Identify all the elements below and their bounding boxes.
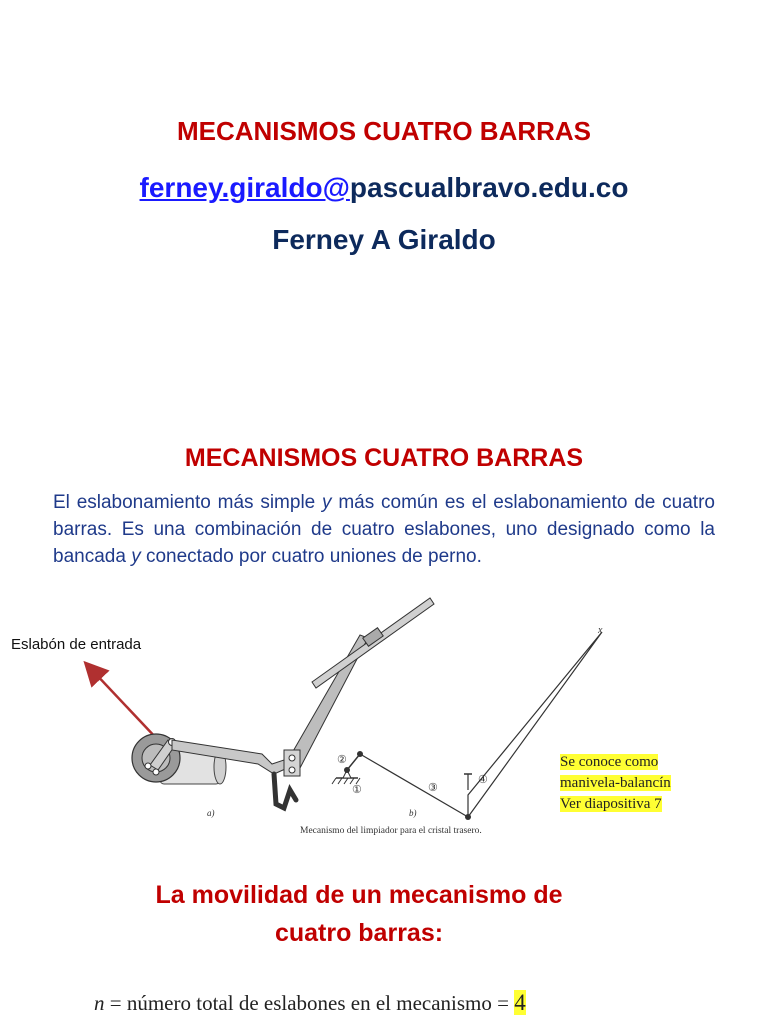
intro-paragraph bbox=[53, 489, 715, 570]
slide2-title: MECANISMOS CUATRO BARRAS bbox=[184, 444, 584, 472]
figure-caption: Mecanismo del limpiador para el cristal trasero. bbox=[300, 826, 482, 836]
figure-label-a: a) bbox=[207, 808, 215, 818]
author-name: Ferney A Giraldo bbox=[272, 224, 496, 255]
figure-label-b: b) bbox=[409, 808, 417, 818]
formula-variable: n bbox=[94, 991, 105, 1015]
paragraph-italic-y-1: y bbox=[322, 492, 332, 513]
node-4-label: ④ bbox=[478, 774, 488, 786]
paragraph-text-2: más común es el eslabonamiento de cuatro barras. Es una combinación de cuatro eslabones, uno designado como la bancada bbox=[53, 492, 715, 567]
mobility-title bbox=[0, 876, 718, 952]
author-email[interactable] bbox=[0, 172, 768, 204]
email-domain: pascualbravo.edu.co bbox=[349, 172, 629, 203]
formula-text: = número total de eslabones en el mecanismo = bbox=[104, 991, 515, 1015]
note-line-3: Ver diapositiva 7 bbox=[560, 796, 662, 812]
formula-value: 4 bbox=[514, 990, 526, 1015]
input-link-label: Eslabón de entrada bbox=[11, 636, 142, 653]
highlighted-note bbox=[560, 752, 690, 815]
email-link[interactable]: ferney.giraldo@ bbox=[139, 172, 350, 203]
wiper-assembly-drawing bbox=[132, 598, 434, 808]
paragraph-text-3: conectado por cuatro uniones de perno. bbox=[140, 546, 482, 567]
node-1-label: ① bbox=[352, 784, 362, 796]
note-line-1: Se conoce como bbox=[560, 754, 659, 770]
paragraph-text-1: El eslabonamiento más simple bbox=[53, 492, 323, 513]
link-count-formula bbox=[94, 990, 526, 1016]
node-3-label: ③ bbox=[428, 782, 438, 794]
node-2-label: ② bbox=[337, 754, 347, 766]
input-link-arrow bbox=[92, 670, 158, 740]
point-x-label: x bbox=[598, 625, 603, 636]
paragraph-italic-y-2: y bbox=[131, 546, 141, 567]
mobility-title-line-2: cuatro barras: bbox=[274, 919, 444, 947]
note-line-2: manivela-balancín bbox=[560, 775, 671, 791]
slide1-title: MECANISMOS CUATRO BARRAS bbox=[176, 116, 592, 146]
mobility-title-line-1: La movilidad de un mecanismo de bbox=[155, 881, 563, 909]
